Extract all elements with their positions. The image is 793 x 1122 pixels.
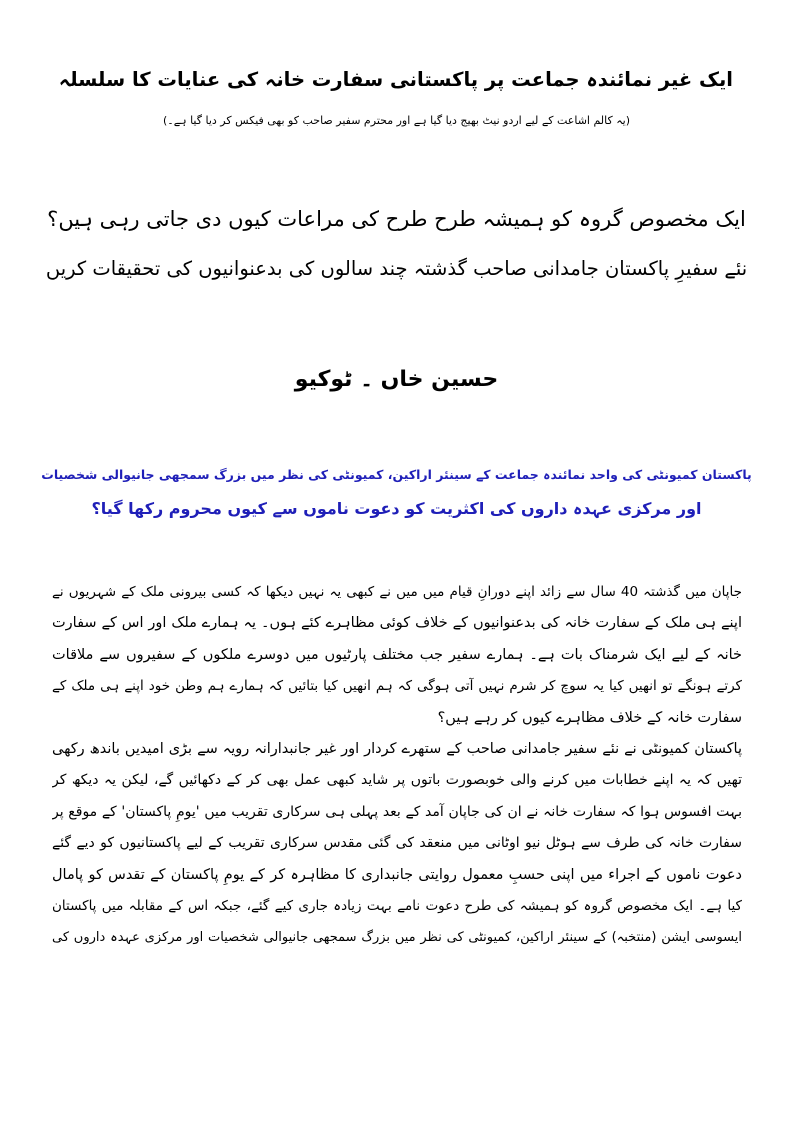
body-line: کرتے ہونگے تو انھیں کیا یہ سوچ کر شرم نہیں آتی ہوگی کہ ہم انھیں کیا بتائیں کہ ہمارے ہم وطن خود اپنے ہی ملک کے (52, 678, 742, 695)
highlight-question (40, 458, 753, 526)
body-line: اپنے ہی ملک کے سفارت خانہ کی بدعنوانیوں کے خلاف کوئی مظاہرے کئے ہوں۔ یہ ہمارے ملک اور اس کے سفارت (52, 615, 742, 632)
body-line: دعوت ناموں کے اجراء میں اپنی حسبِ معمول روایتی جانبداری کا مظاہرہ کر کے یومِ پاکستان کے تقدس کو پامال (52, 866, 742, 883)
body-line: سفارت خانہ کے خلاف مظاہرے کیوں کر رہے ہیں؟ (437, 709, 742, 726)
page-title: ایک غیر نمائندہ جماعت پر پاکستانی سفارت خانہ کی عنایات کا سلسلہ (58, 68, 733, 91)
headline-line-1: ایک مخصوص گروہ کو ہمیشہ طرح طرح کی مراعات کیوں دی جاتی رہی ہیں؟ (47, 207, 746, 231)
author-byline: حسین خاں ۔ ٹوکیو (294, 367, 499, 392)
body-line: بہت افسوس ہوا کہ سفارت خانہ نے ان کی جاپان آمد کے بعد پہلی ہی سرکاری تقریب میں 'یومِ پاکستان' کے موقع پر (52, 803, 742, 820)
body-line: ایسوسی ایشن (منتخبہ) کے سینئر اراکین، کمیونٹی کی نظر میں بزرگ سمجھی جانیوالی شخصیات اور مرکزی عہدہ داروں کی (52, 930, 742, 946)
body-line: تھیں کہ یہ اپنے خطابات میں کرنے والی خوبصورت باتوں پر شاید کبھی عمل بھی کر کے دکھائیں گے، لیکن یہ دیکھ کر (52, 772, 742, 789)
headline-line-2: نئے سفیرِ پاکستان جامدانی صاحب گذشتہ چند سالوں کی بدعنوانیوں کی تحقیقات کریں (45, 257, 748, 280)
article-body (52, 577, 742, 954)
publication-note: (یہ کالم اشاعت کے لیے اردو نیٹ بھیج دیا گیا ہے اور محترم سفیر صاحب کو بھی فیکس کر دیا گیا ہے۔) (162, 114, 631, 127)
highlight-line: اور مرکزی عہدہ داروں کی اکثریت کو دعوت ناموں سے کیوں محروم رکھا گیا؟ (91, 499, 702, 518)
body-line: خانہ کے لیے ایک شرمناک بات ہے۔ ہمارے سفیر جب مختلف پارٹیوں میں دوسرے ملکوں کے سفیروں سے ملاقات (52, 646, 742, 663)
body-line: پاکستان کمیونٹی نے نئے سفیر جامدانی صاحب کے ستھرے کردار اور غیر جانبدارانہ رویہ سے بڑی امیدیں باندھ رکھی (52, 740, 742, 757)
highlight-line: پاکستان کمیونٹی کی واحد نمائندہ جماعت کے سینئر اراکین، کمیونٹی کی نظر میں بزرگ سمجھی جانیوالی شخصیات (41, 467, 752, 482)
body-line: سفارت خانہ کی طرف سے ہوٹل نیو اوٹانی میں منعقد کی گئی مقدس سرکاری تقریب کے لیے پاکستانیوں کو دیے گئے (52, 835, 742, 852)
body-line: جاپان میں گذشتہ 40 سال سے زائد اپنے دورانِ قیام میں میں نے کبھی یہ نہیں دیکھا کہ کسی بیرونی ملک کے شہریوں نے (52, 584, 742, 600)
body-line: کیا ہے۔ ایک مخصوص گروہ کو ہمیشہ کی طرح دعوت نامے بہت زیادہ جاری کیے گئے، جبکہ اس کے مقابلہ میں پاکستان (52, 897, 742, 914)
